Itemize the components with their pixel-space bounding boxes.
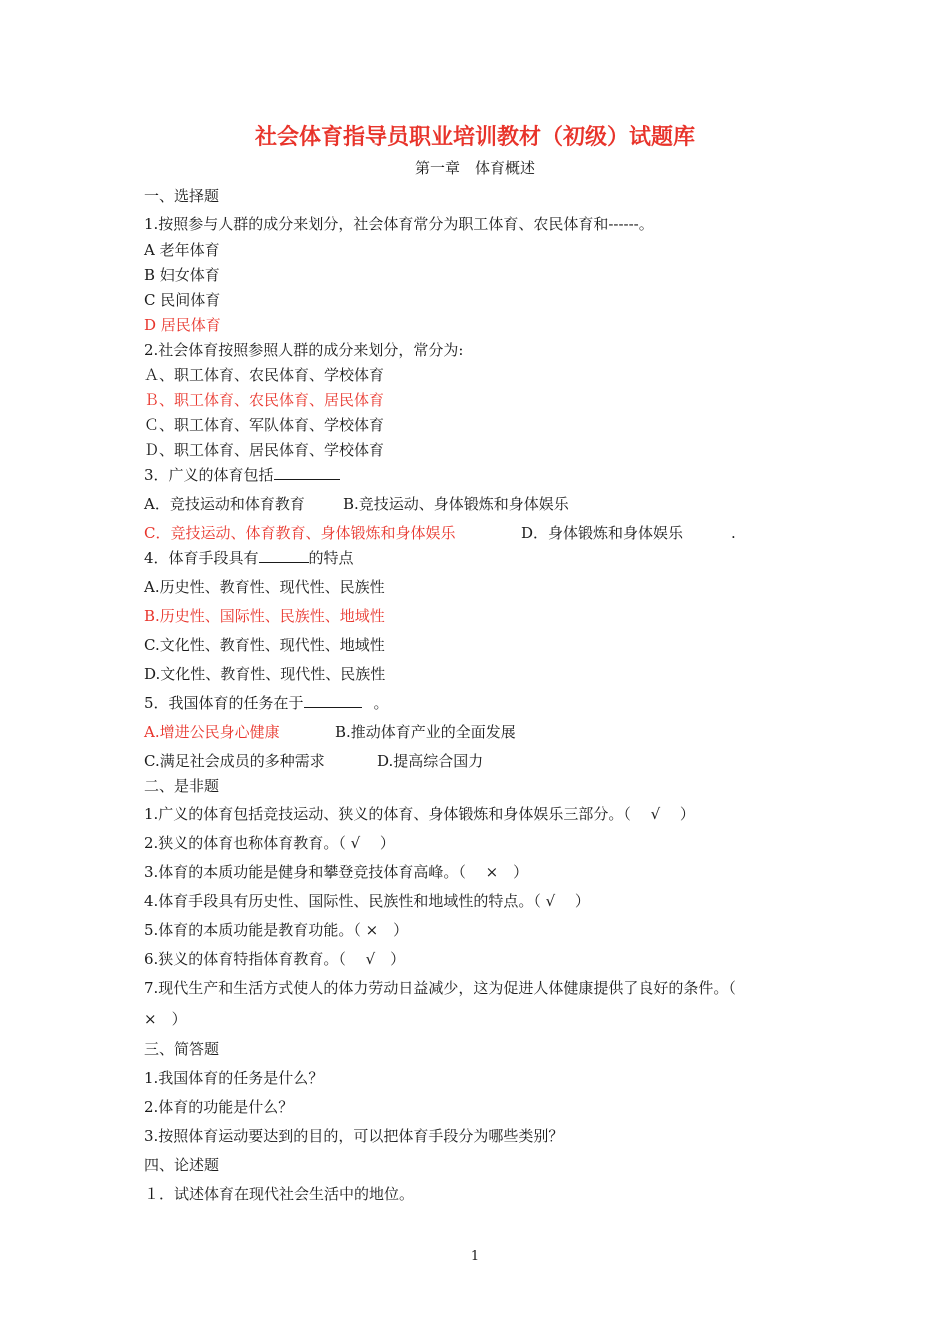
true-false-item: 2.狭义的体育也称体育教育。（ √ ）	[144, 834, 395, 852]
section-heading-short-answer: 三、简答题	[144, 1040, 220, 1058]
true-false-item: 7.现代生产和生活方式使人的体力劳动日益减少，这为促进人体健康提供了良好的条件。（	[144, 979, 736, 997]
option: Ａ、职工体育、农民体育、学校体育	[144, 366, 385, 384]
question-stem: 2.社会体育按照参照人群的成分来划分，常分为:	[144, 341, 464, 359]
question-stem: 4．体育手段具有 的特点	[144, 549, 354, 567]
true-false-item: 5.体育的本质功能是教育功能。（ × ）	[144, 921, 409, 939]
option: D.文化性、教育性、现代性、民族性	[144, 665, 386, 683]
chapter-heading: 第一章 体育概述	[414, 159, 535, 177]
document-title: 社会体育指导员职业培训教材（初级）试题库	[254, 125, 695, 150]
short-answer-item: 2.体育的功能是什么？	[144, 1098, 294, 1116]
answer-blank	[274, 465, 340, 480]
true-false-item: 3.体育的本质功能是健身和攀登竞技体育高峰。（ × ）	[144, 863, 529, 881]
option-correct: D 居民体育	[144, 316, 221, 334]
true-false-item: 6.狭义的体育特指体育教育。（ √ ）	[144, 950, 406, 968]
option: A.历史性、教育性、现代性、民族性	[144, 578, 385, 596]
option-correct: A.增进公民身心健康	[144, 723, 280, 741]
short-answer-item: 1.我国体育的任务是什么？	[144, 1069, 324, 1087]
option-correct: B.历史性、国际性、民族性、地域性	[144, 607, 385, 625]
option: A 老年体育	[144, 241, 220, 259]
option: C 民间体育	[144, 291, 221, 309]
true-false-item-continued: × ）	[144, 1010, 187, 1028]
option: Ｄ、职工体育、居民体育、学校体育	[144, 441, 385, 459]
option: D．身体锻炼和身体娱乐	[521, 524, 684, 542]
option: B 妇女体育	[144, 266, 220, 284]
answer-blank	[304, 693, 362, 708]
section-heading-essay: 四、论述题	[144, 1156, 220, 1174]
option-correct: Ｂ、职工体育、农民体育、居民体育	[144, 391, 385, 409]
option: B.竞技运动、身体锻炼和身体娱乐	[343, 495, 569, 513]
option-correct: C．竞技运动、体育教育、身体锻炼和身体娱乐	[144, 524, 456, 542]
question-stem: 3．广义的体育包括	[144, 465, 340, 485]
option: C.满足社会成员的多种需求	[144, 752, 325, 770]
option: B.推动体育产业的全面发展	[335, 723, 516, 741]
true-false-item: 4.体育手段具有历史性、国际性、民族性和地域性的特点。（ √ ）	[144, 892, 590, 910]
option: A．竞技运动和体育教育	[144, 495, 305, 513]
true-false-item: 1.广义的体育包括竞技运动、狭义的体育、身体锻炼和身体娱乐三部分。（ √ ）	[144, 805, 695, 823]
short-answer-item: 3.按照体育运动要达到的目的，可以把体育手段分为哪些类别？	[144, 1127, 564, 1145]
page-number: 1	[470, 1249, 480, 1264]
answer-blank	[259, 548, 309, 563]
option: C.文化性、教育性、现代性、地域性	[144, 636, 385, 654]
section-heading-choice: 一、选择题	[144, 187, 220, 205]
option: Ｃ、职工体育、军队体育、学校体育	[144, 416, 385, 434]
essay-item: １．试述体育在现代社会生活中的地位。	[144, 1185, 415, 1203]
question-stem: 1.按照参与人群的成分来划分，社会体育常分为职工体育、农民体育和------。	[144, 215, 654, 233]
section-heading-true-false: 二、是非题	[144, 777, 220, 795]
option: D.提高综合国力	[377, 752, 484, 770]
option-terminator: .	[731, 524, 736, 542]
question-stem: 5．我国体育的任务在于 。	[144, 694, 389, 712]
